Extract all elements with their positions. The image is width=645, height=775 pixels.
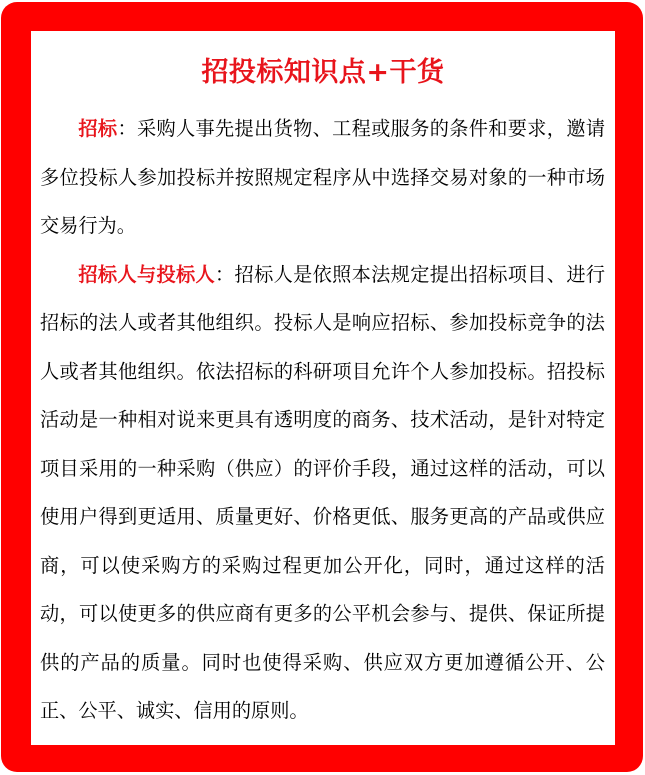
- red-border-frame: [1, 2, 643, 772]
- page-title: 招投标知识点+干货: [201, 57, 445, 88]
- paragraph-zhaobiaoren-toubiaoren: [40, 251, 605, 736]
- term-zhaobiao: 招标: [78, 117, 118, 140]
- term-separator: ：: [215, 262, 235, 286]
- paragraph-zhaobiao: [40, 105, 605, 251]
- paragraph-text: 采购人事先提出货物、工程或服务的条件和要求，邀请多位投标人参加投标并按照规定程序从中选择交易对象的一种市场交易行为。: [40, 117, 606, 237]
- term-zhaobiaoren-toubiaoren: 招标人与投标人: [78, 262, 216, 286]
- content-card: [31, 31, 615, 745]
- paragraph-text: 招标人是依照本法规定提出招标项目、进行招标的法人或者其他组织。投标人是响应招标、参加投标竞争的法人或者其他组织。依法招标的科研项目允许个人参加投标。招投标活动是一种相对说来更具有透明度的商务、技术活动，是针对特定项目采用的一种采购（供应）的评价手段，通过这样的活动，可以使用户得到更适用、质量更好、价格更低、服务更高的产品或供应商，可以使采购方的采购过程更加公开化，同时，通过这样的活动，可以使更多的供应商有更多的公平机会参与、提供、保证所提供的产品的质量。同时也使得采购、供应双方更加遵循公开、公正、公平、诚实、信用的原则。: [40, 262, 606, 722]
- term-separator: ：: [117, 117, 137, 140]
